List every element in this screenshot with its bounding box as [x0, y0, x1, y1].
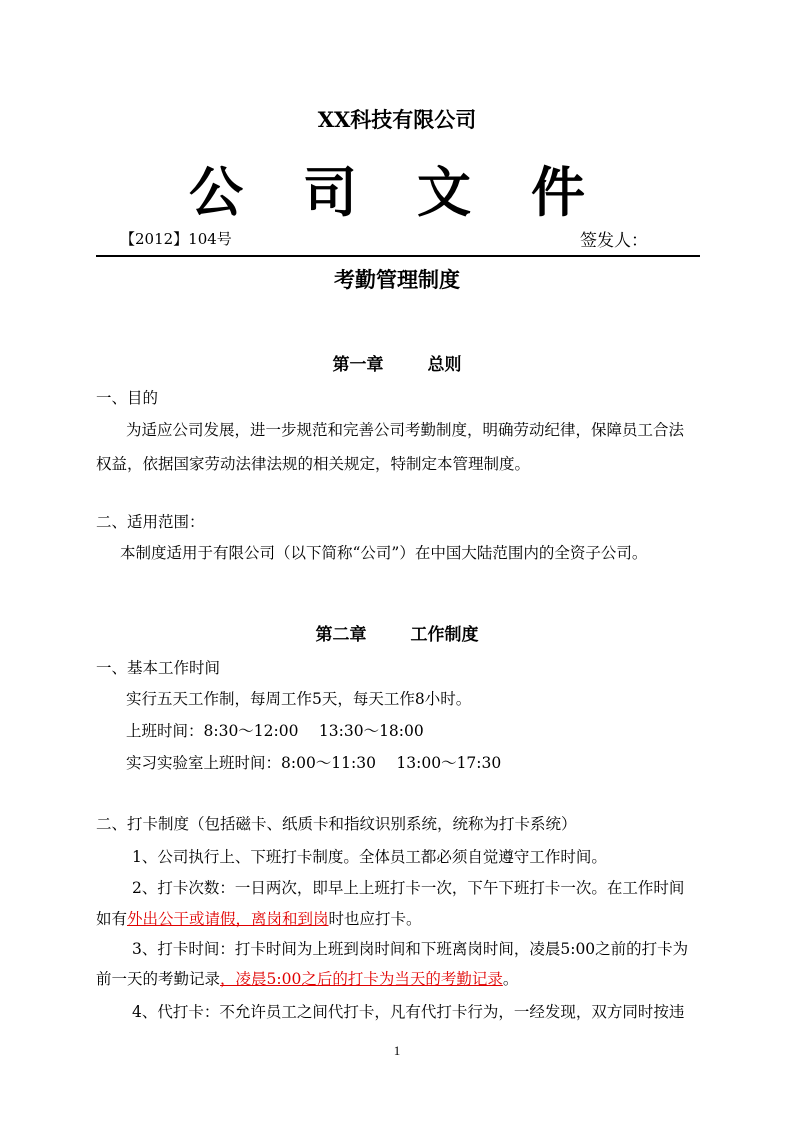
page-number: 1	[393, 1043, 401, 1058]
document-number: 【2012】104号	[120, 230, 232, 248]
ch2-section-1-line-1: 实行五天工作制，每周工作5天，每天工作8小时。	[126, 690, 472, 708]
ch1-section-2-text-line-1: 本制度适用于有限公司（以下简称“公司”）在中国大陆范围内的全资子公司。	[120, 544, 648, 562]
ch2-item-1: 1、公司执行上、下班打卡制度。全体员工都必须自觉遵守工作时间。	[132, 848, 607, 866]
ch2-section-1-line-2: 上班时间：8:30～12:00 13:30～18:00	[126, 722, 424, 740]
chapter-2-label: 第二章	[315, 625, 367, 645]
chapter-2-heading	[0, 620, 794, 645]
ch2-item-4-line-1: 4、代打卡：不允许员工之间代打卡，凡有代打卡行为，一经发现，双方同时按违	[132, 1003, 685, 1021]
chapter-1-heading	[0, 350, 794, 375]
signer-label: 签发人：	[580, 231, 648, 251]
regulation-title: 考勤管理制度	[334, 267, 460, 292]
ch2-item-2-highlight: 外出公干或请假，离岗和到岗	[127, 910, 329, 928]
ch2-item-3-highlight: ，凌晨5:00之后的打卡为当天的考勤记录	[220, 970, 503, 988]
document-type-title: 公司文件	[189, 160, 645, 224]
ch2-item-3-text-b: 。	[502, 970, 519, 988]
chapter-2-title: 工作制度	[410, 625, 479, 645]
chapter-1-title: 总则	[427, 355, 462, 375]
ch1-section-1-heading: 一、目的	[96, 389, 159, 407]
ch2-item-2-line-2	[96, 907, 422, 929]
ch2-section-1-heading: 一、基本工作时间	[96, 659, 221, 677]
company-name: XX科技有限公司	[317, 107, 477, 132]
ch2-item-2-text-b: 时也应打卡。	[328, 910, 422, 928]
ch2-section-1-line-3: 实习实验室上班时间：8:00～11:30 13:00～17:30	[126, 754, 502, 772]
ch2-item-3-line-1: 3、打卡时间：打卡时间为上班到岗时间和下班离岗时间，凌晨5:00之前的打卡为	[132, 940, 689, 958]
ch1-section-2-heading: 二、适用范围：	[96, 513, 205, 531]
ch1-section-1-text-line-2: 权益，依据国家劳动法律法规的相关规定，特制定本管理制度。	[96, 455, 531, 473]
ch2-item-3-text-a: 前一天的考勤记录	[96, 970, 221, 988]
chapter-1-label: 第一章	[332, 355, 384, 375]
header-divider	[96, 255, 700, 257]
ch2-section-2-heading: 二、打卡制度（包括磁卡、纸质卡和指纹识别系统，统称为打卡系统）	[96, 815, 577, 833]
ch2-item-2-text-a: 如有	[96, 910, 128, 928]
ch1-section-1-text-line-1: 为适应公司发展，进一步规范和完善公司考勤制度，明确劳动纪律，保障员工合法	[126, 421, 685, 439]
ch2-item-2-line-1: 2、打卡次数：一日两次，即早上上班打卡一次，下午下班打卡一次。在工作时间	[132, 879, 685, 897]
ch2-item-3-line-2	[96, 967, 518, 989]
